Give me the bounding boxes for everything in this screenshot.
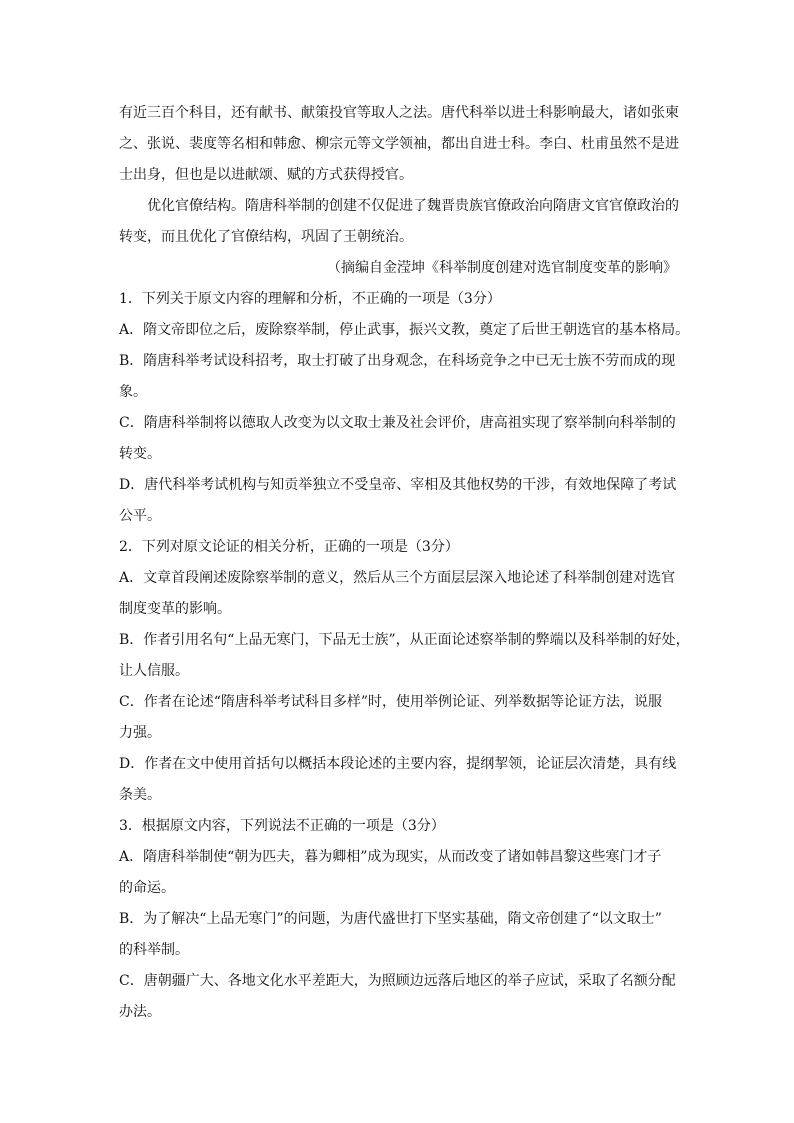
text-line: 转变，而且优化了官僚结构，巩固了王朝统治。	[119, 229, 413, 245]
option-line: C．唐朝疆广大、各地文化水平差距大，为照顾边远落后地区的举子应试，采取了名额分配	[119, 973, 676, 989]
option-line: A．隋文帝即位之后，废除察举制，停止武事，振兴文教，奠定了后世王朝选官的基本格局。	[119, 322, 690, 338]
option-line: 让人信服。	[119, 663, 189, 679]
text-line: 士出身，但也是以进献颂、赋的方式获得授官。	[119, 167, 413, 183]
option-line: B．作者引用名句“上品无寒门，下品无士族”，从正面论述察举制的弊端以及科举制的好处，	[119, 632, 690, 648]
option-line: A．隋唐科举制使“朝为匹夫，暮为卿相”成为现实，从而改变了诸如韩昌黎这些寒门才子	[119, 849, 662, 865]
option-c	[119, 687, 679, 749]
question-3	[119, 811, 679, 1028]
option-line: 办法。	[119, 1004, 161, 1020]
option-line: A．文章首段阐述废除察举制的意义，然后从三个方面层层深入地论述了科举制创建对选官	[119, 570, 676, 586]
question-2	[119, 532, 690, 811]
option-line: 公平。	[119, 508, 161, 524]
passage-paragraph-1	[119, 98, 679, 191]
text-line: 之、张说、裴度等名相和韩愈、柳宗元等文学领袖，都出自进士科。李白、杜甫虽然不是进	[119, 136, 679, 152]
option-line: 条美。	[119, 787, 161, 803]
option-a	[119, 842, 679, 904]
passage-paragraph-2	[119, 191, 679, 253]
option-line: 制度变革的影响。	[119, 601, 231, 617]
option-line: D．唐代科举考试机构与知贡举独立不受皇帝、宰相及其他权势的干涉，有效地保障了考试	[119, 477, 677, 493]
option-d	[119, 470, 679, 532]
option-line: 的科举制。	[119, 942, 189, 958]
text-line: 有近三百个科目，还有献书、献策投官等取人之法。唐代科举以进士科影响最大，诸如张柬	[119, 105, 679, 121]
option-line: C．作者在论述“隋唐科举考试科目多样”时，使用举例论证、列举数据等论证方法，说服	[119, 694, 663, 710]
option-line: D．作者在文中使用首括句以概括本段论述的主要内容，提纲挈领，论证层次清楚，具有线	[119, 756, 677, 772]
option-b	[119, 904, 679, 966]
option-line: C．隋唐科举制将以德取人改变为以文取士兼及社会评价，唐高祖实现了察举制向科举制的	[119, 415, 676, 431]
text-line: 优化官僚结构。隋唐科举制的创建不仅促进了魏晋贵族官僚政治向隋唐文官官僚政治的	[147, 198, 679, 214]
option-b	[119, 625, 690, 687]
option-line: B．为了解决“上品无寒门”的问题，为唐代盛世打下坚实基础，隋文帝创建了“以文取士”	[119, 911, 662, 927]
source-citation: （摘编自金滢坤《科举制度创建对选官制度变革的影响》	[327, 260, 677, 276]
option-line: 转变。	[119, 446, 161, 462]
question-stem: 2．下列对原文论证的相关分析，正确的一项是（3分）	[119, 539, 459, 555]
option-line: 力强。	[119, 725, 161, 741]
document-body	[119, 98, 690, 1028]
option-c	[119, 966, 679, 1028]
option-b	[119, 346, 679, 408]
option-c	[119, 408, 679, 470]
option-a	[119, 315, 690, 346]
option-d	[119, 749, 679, 811]
option-line: 象。	[119, 384, 147, 400]
option-a	[119, 563, 679, 625]
question-stem: 1．下列关于原文内容的理解和分析，不正确的一项是（3分）	[119, 291, 501, 307]
option-line: B．隋唐科举考试设科招考，取士打破了出身观念，在科场竞争之中已无士族不劳而成的现	[119, 353, 676, 369]
question-1	[119, 284, 690, 532]
question-stem: 3．根据原文内容，下列说法不正确的一项是（3分）	[119, 818, 445, 834]
option-line: 的命运。	[119, 880, 175, 896]
